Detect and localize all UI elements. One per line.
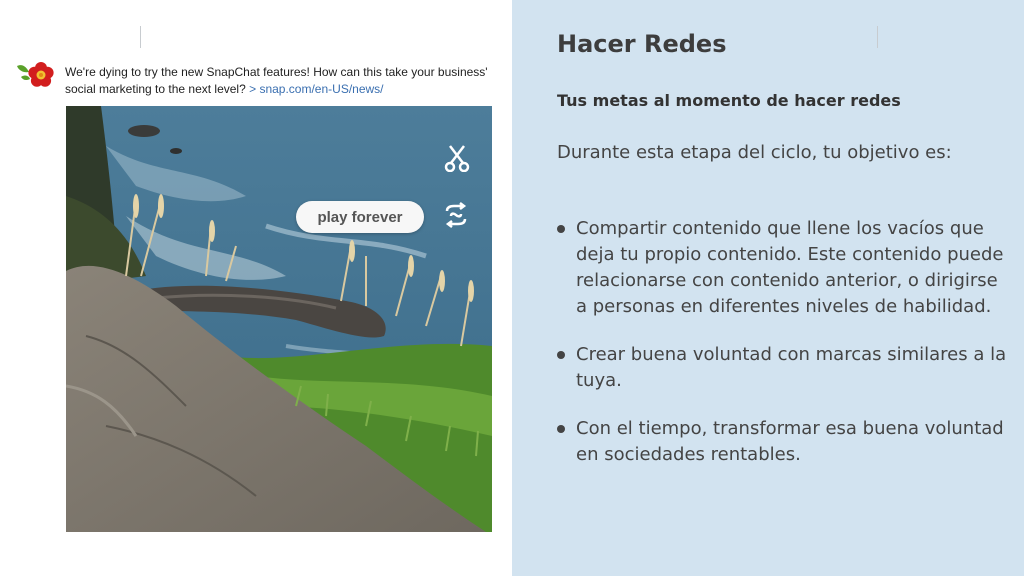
bullet-item: [557, 416, 1007, 468]
coastal-photo: [66, 106, 492, 532]
bullet-dot-icon: [557, 351, 565, 359]
bullet-text: Compartir contenido que llene los vacíos que deja tu propio contenido. Este contenido puede relacionarse con contenido anterior, o dirigirse a personas en diferentes niveles de habilidad.: [576, 218, 1004, 317]
tweet-body: We're dying to try the new SnapChat features! How can this take your business' social marketing to the next level?: [65, 65, 488, 96]
tweet-link[interactable]: > snap.com/en-US/news/: [249, 82, 384, 96]
loop-icon[interactable]: [441, 202, 471, 228]
bullet-item: [557, 342, 1007, 394]
divider-tick: [140, 26, 141, 48]
partial-overlay-icon[interactable]: [443, 94, 469, 108]
slide-subtitle: Tus metas al momento de hacer redes: [557, 91, 901, 110]
divider-tick: [877, 26, 878, 48]
coast-scene-image: [66, 106, 492, 532]
tweet-text: [65, 64, 505, 98]
flower-logo-icon: [15, 60, 57, 90]
bullet-text: Con el tiempo, transformar esa buena voluntad en sociedades rentables.: [576, 418, 1004, 465]
slide-title: Hacer Redes: [557, 30, 727, 58]
bullet-item: [557, 216, 1007, 320]
scissors-icon[interactable]: [444, 144, 470, 172]
intro-text: Durante esta etapa del ciclo, tu objetivo es:: [557, 142, 952, 163]
bullet-dot-icon: [557, 225, 565, 233]
bullet-text: Crear buena voluntad con marcas similares a la tuya.: [576, 344, 1007, 391]
play-forever-label: play forever: [317, 208, 403, 226]
play-forever-button[interactable]: [296, 201, 424, 233]
bullet-dot-icon: [557, 425, 565, 433]
bullet-list: [557, 216, 1007, 490]
